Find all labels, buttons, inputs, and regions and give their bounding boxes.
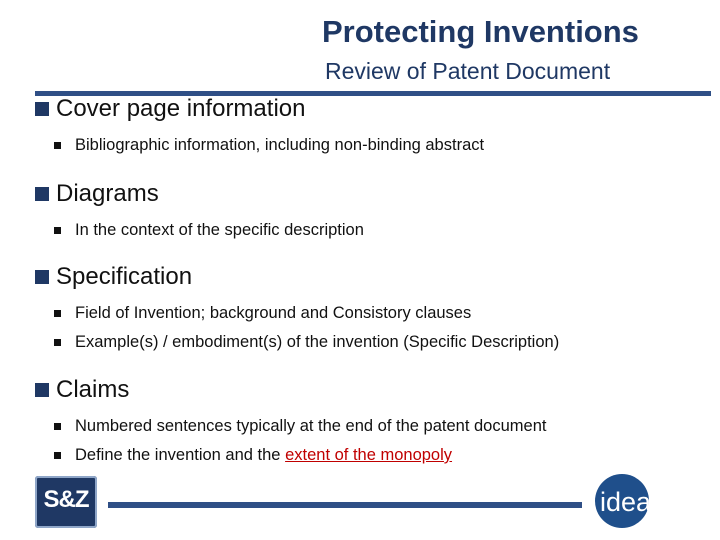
list-item-text (75, 446, 452, 465)
list-item-prefix: Define the invention and the (75, 446, 286, 464)
square-bullet-icon (35, 270, 49, 284)
list-item (54, 333, 559, 352)
section-specification (35, 263, 559, 352)
list-item (54, 304, 559, 323)
square-bullet-icon (54, 142, 61, 149)
section-heading (35, 180, 364, 208)
section-heading-text: Claims (56, 376, 130, 403)
list-item-text: Numbered sentences typically at the end of the patent document (75, 417, 547, 435)
square-bullet-icon (54, 339, 61, 346)
footer-divider (108, 502, 582, 508)
square-bullet-icon (35, 187, 49, 201)
square-bullet-icon (54, 452, 61, 459)
section-heading (35, 263, 559, 291)
page-title: Protecting Inventions (322, 14, 639, 49)
section-heading (35, 376, 546, 404)
list-item-text: Example(s) / embodiment(s) of the invention (Specific Description) (75, 333, 560, 351)
ideanav-logo-text: ideanav (600, 487, 695, 517)
section-heading-text: Diagrams (56, 180, 159, 207)
list-item (54, 446, 546, 465)
list-item-text: In the context of the specific description (75, 221, 364, 239)
square-bullet-icon (35, 102, 49, 116)
section-claims (35, 376, 546, 465)
square-bullet-icon (54, 310, 61, 317)
section-cover-page (35, 95, 484, 155)
square-bullet-icon (54, 423, 61, 430)
sz-logo (35, 476, 97, 528)
page-subtitle: Review of Patent Document (325, 58, 611, 84)
ideanav-logo (592, 470, 704, 532)
sz-logo-text: S&Z (43, 486, 89, 513)
square-bullet-icon (35, 383, 49, 397)
list-item-text: Bibliographic information, including non-binding abstract (75, 136, 485, 154)
list-item (54, 417, 546, 436)
square-bullet-icon (54, 227, 61, 234)
list-item (54, 136, 484, 155)
section-heading (35, 95, 484, 123)
monopoly-link[interactable]: extent of the monopoly (285, 446, 453, 464)
list-item-text: Field of Invention; background and Consistory clauses (75, 304, 472, 322)
section-diagrams (35, 180, 364, 240)
list-item (54, 221, 364, 240)
section-heading-text: Cover page information (56, 95, 306, 122)
section-heading-text: Specification (56, 263, 193, 290)
